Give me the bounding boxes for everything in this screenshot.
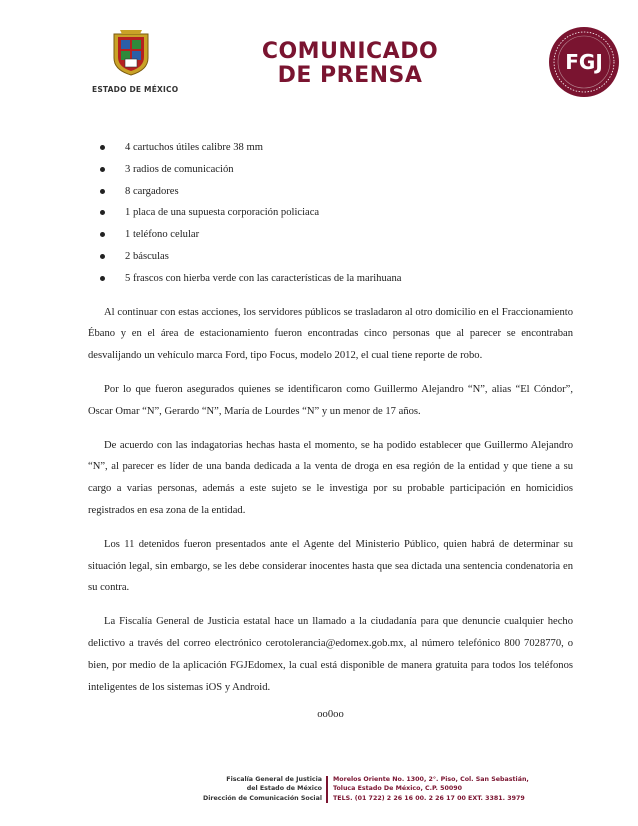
paragraph: Los 11 detenidos fueron presentados ante el Agente del Ministerio Público, quien habrá de determinar su situación legal, sin embargo, se les debe considerar inocentes hasta que sea dictada una sentencia condenatoria en su contra. — [88, 538, 573, 594]
paragraph: Al continuar con estas acciones, los servidores públicos se trasladaron al otro domicilio en el Fraccionamiento Ébano y en el área de estacionamiento fueron encontradas cinco personas que al parecer se encontraban desvalijando un vehículo marca Ford, tipo Focus, modelo 2012, el cual tiene reporte de robo. — [88, 306, 573, 362]
closing-mark: oo0oo — [317, 709, 344, 721]
edomex-label: ESTADO DE MÉXICO — [92, 85, 179, 94]
fgj-seal-text: FGJ — [565, 50, 603, 74]
page-footer — [0, 775, 638, 815]
seized-items-list — [88, 137, 573, 290]
paragraph: De acuerdo con las indagatorias hechas hasta el momento, se ha podido establecer que Guillermo Alejandro “N”, al parecer es líder de una banda dedicada a la venta de droga en esa región de la entidad y que tiene a su cargo a varias personas, además a este sujeto se le investiga por su probable participación en homicidios registrados en esa zona de la entidad. — [88, 439, 573, 516]
bullet-icon — [100, 189, 105, 194]
fgj-seal-icon — [548, 26, 620, 98]
list-item: 1 teléfono celular — [88, 224, 573, 246]
paragraph: La Fiscalía General de Justicia estatal hace un llamado a la ciudadanía para que denuncie cualquier hecho delictivo a través del correo electrónico cerotolerancia@edomex.gob.mx, al número telefónico 800 7028770, o bien, por medio de la aplicación FGJEdomex, la cual está disponible de manera gratuita para todos los teléfonos inteligentes de los sistemas iOS y Android. — [88, 616, 573, 693]
bullet-icon — [100, 232, 105, 237]
press-release-body — [88, 137, 573, 726]
title-line-1: COMUNICADO — [261, 39, 439, 64]
bullet-icon — [100, 276, 105, 281]
bullet-icon — [100, 145, 105, 150]
list-item: 4 cartuchos útiles calibre 38 mm — [88, 137, 573, 159]
footer-address: Morelos Oriente No. 1300, 2°. Piso, Col. San Sebastián, Toluca Estado De México, C.P. 50090 TELS. (01 722) 2 26 16 00. 2 26 17 00 EXT. 3381. 3979 — [333, 776, 529, 802]
list-item: 3 radios de comunicación — [88, 159, 573, 181]
list-item: 5 frascos con hierba verde con las características de la marihuana — [88, 268, 573, 290]
footer-institution: Fiscalía General de Justicia del Estado de México Dirección de Comunicación Social — [202, 776, 322, 802]
paragraph: Por lo que fueron asegurados quienes se identificaron como Guillermo Alejandro “N”, alias “El Cóndor”, Oscar Omar “N”, Gerardo “N”, María de Lourdes “N” y un menor de 17 años. — [88, 383, 573, 417]
footer-divider — [326, 776, 328, 803]
coat-of-arms-icon — [110, 28, 152, 76]
list-item: 2 básculas — [88, 246, 573, 268]
title-line-2: DE PRENSA — [277, 63, 423, 88]
list-item: 8 cargadores — [88, 181, 573, 203]
bullet-icon — [100, 254, 105, 259]
page-title — [240, 40, 460, 88]
list-item: 1 placa de una supuesta corporación policiaca — [88, 202, 573, 224]
bullet-icon — [100, 210, 105, 215]
bullet-icon — [100, 167, 105, 172]
edomex-logo — [92, 28, 179, 94]
page-header — [0, 0, 638, 110]
